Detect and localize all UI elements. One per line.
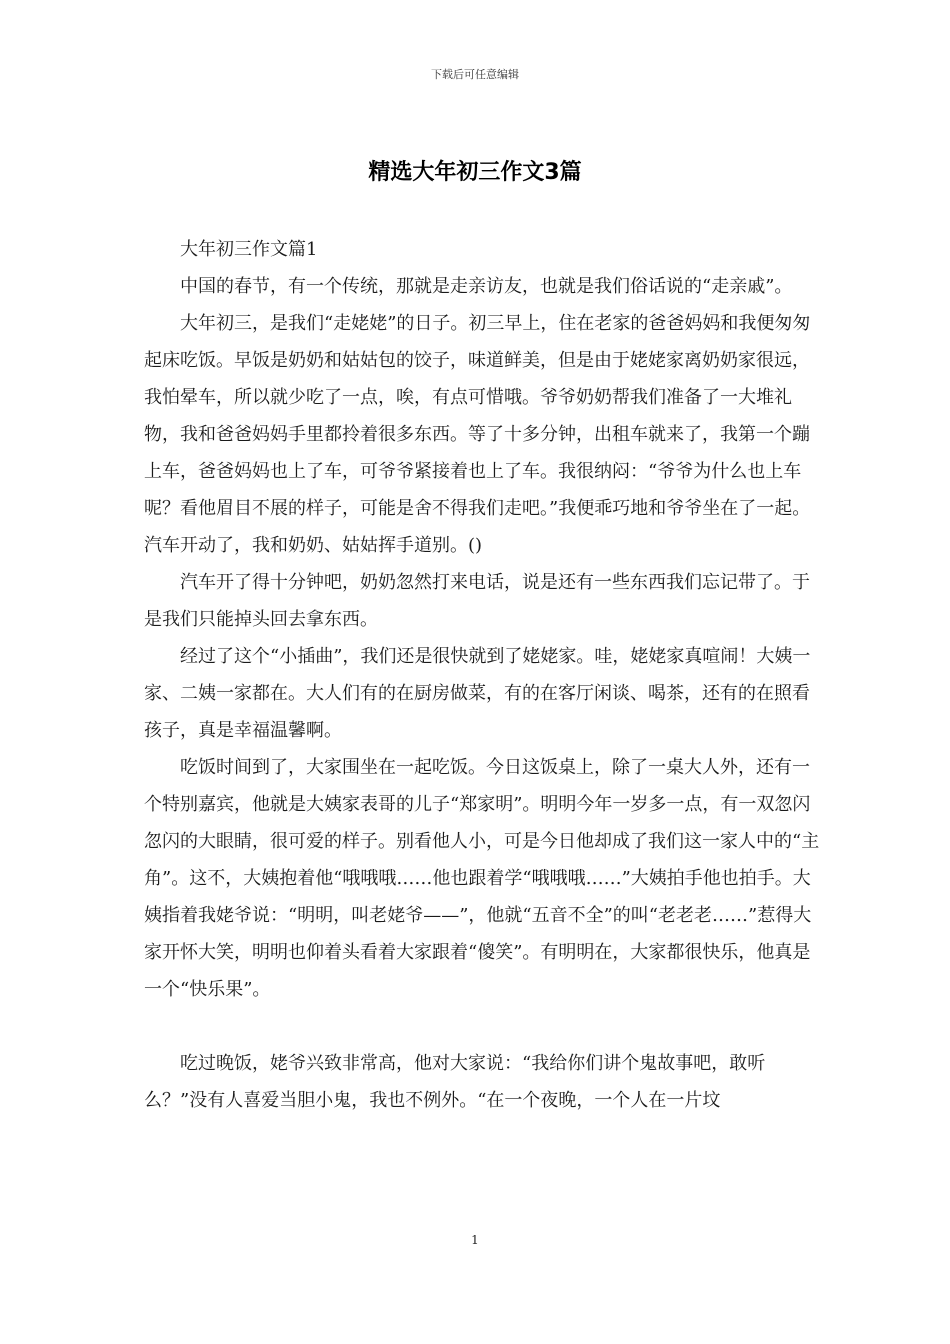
section-heading: 大年初三作文篇1 xyxy=(180,239,318,260)
document-title: 精选大年初三作文3篇 xyxy=(368,160,582,185)
paragraph-1: 中国的春节，有一个传统，那就是走亲访友，也就是我们俗话说的“走亲戚”。 xyxy=(180,276,793,297)
document-body xyxy=(144,231,824,1119)
header-note: 下载后可任意编辑 xyxy=(431,68,519,81)
paragraph-4: 经过了这个“小插曲”，我们还是很快就到了姥姥家。哇，姥姥家真喧闹！大姨一家、二姨一家都在。大人们有的在厨房做菜，有的在客厅闲谈、喝茶，还有的在照看孩子，真是幸福温馨啊。 xyxy=(144,646,811,741)
paragraph-6: 吃过晚饭，姥爷兴致非常高，他对大家说：“我给你们讲个鬼故事吧，敢听么？”没有人喜爱当胆小鬼，我也不例外。“在一个夜晚，一个人在一片坟 xyxy=(144,1053,766,1111)
page-number: 1 xyxy=(471,1233,479,1247)
paragraph-gap xyxy=(144,1008,824,1045)
paragraph-5: 吃饭时间到了，大家围坐在一起吃饭。今日这饭桌上，除了一桌大人外，还有一个特别嘉宾，他就是大姨家表哥的儿子“郑家明”。明明今年一岁多一点，有一双忽闪忽闪的大眼睛，很可爱的样子。别看他人小，可是今日他却成了我们这一家人中的“主角”。这不，大姨抱着他“哦哦哦……他也跟着学“哦哦哦……”大姨拍手他也拍手。大姨指着我姥爷说：“明明，叫老姥爷——”，他就“五音不全”的叫“老老老……”惹得大家开怀大笑，明明也仰着头看着大家跟着“傻笑”。有明明在，大家都很快乐，他真是一个“快乐果”。 xyxy=(144,757,820,1000)
paragraph-3: 汽车开了得十分钟吧，奶奶忽然打来电话，说是还有一些东西我们忘记带了。于是我们只能掉头回去拿东西。 xyxy=(144,572,810,630)
paragraph-2: 大年初三，是我们“走姥姥”的日子。初三早上，住在老家的爸爸妈妈和我便匆匆起床吃饭。早饭是奶奶和姑姑包的饺子，味道鲜美，但是由于姥姥家离奶奶家很远，我怕晕车，所以就少吃了一点，唉，有点可惜哦。爷爷奶奶帮我们准备了一大堆礼物，我和爸爸妈妈手里都拎着很多东西。等了十多分钟，出租车就来了，我第一个蹦上车，爸爸妈妈也上了车，可爷爷紧接着也上了车。我很纳闷：“爷爷为什么也上车呢？看他眉目不展的样子，可能是舍不得我们走吧。”我便乖巧地和爷爷坐在了一起。汽车开动了，我和奶奶、姑姑挥手道别。() xyxy=(144,313,811,556)
